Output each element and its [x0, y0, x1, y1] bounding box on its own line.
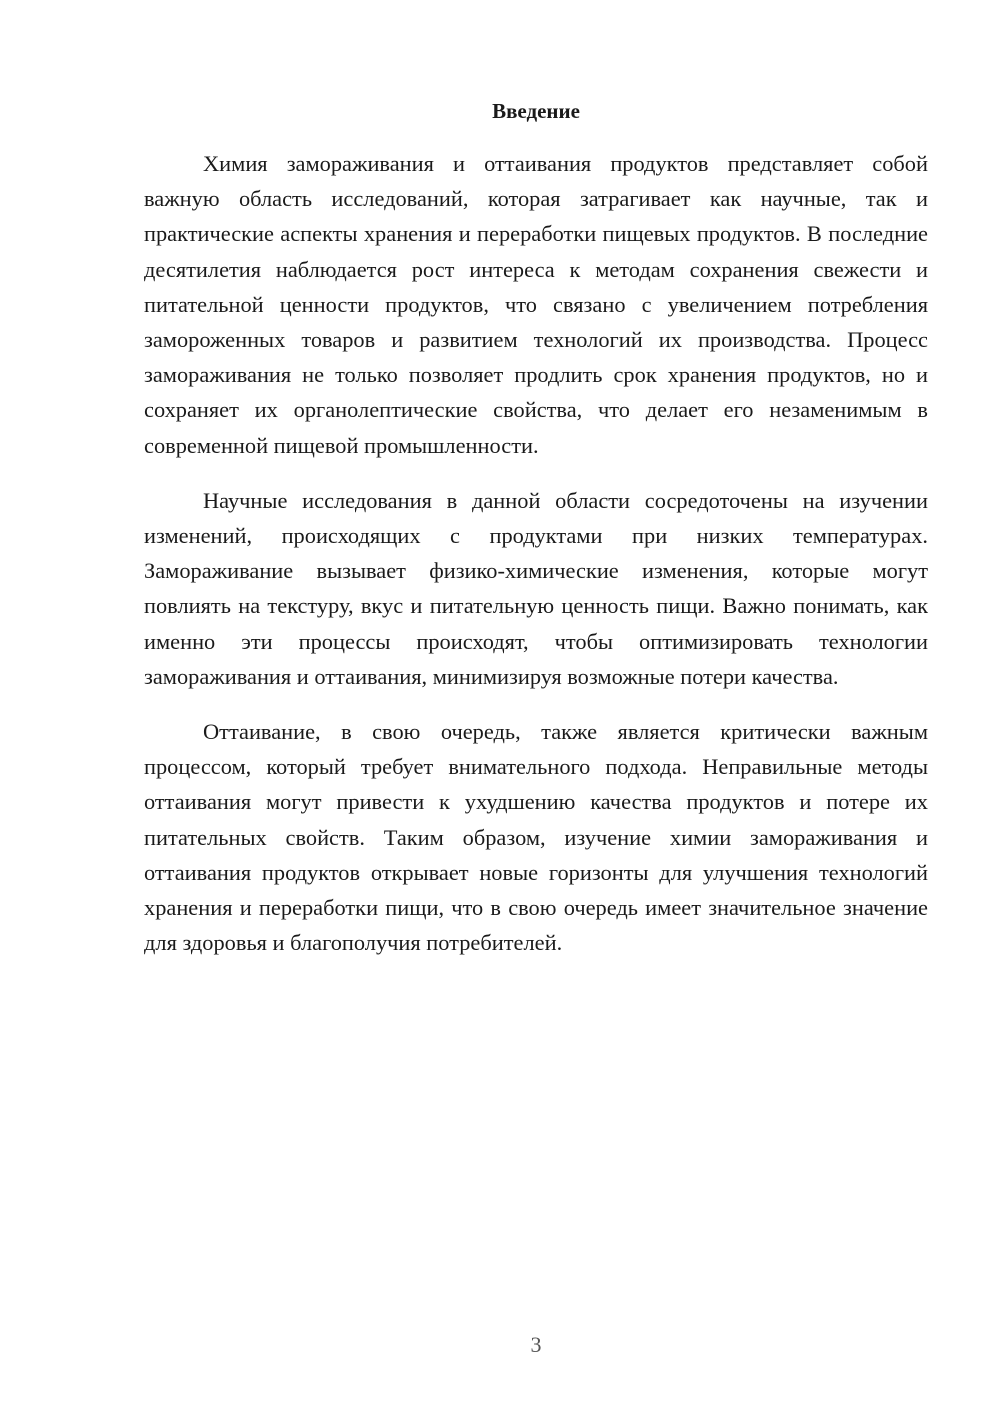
paragraph-1: Химия замораживания и оттаивания продуктов представляет собой важную область исследований, которая затрагивает как научные, так и практические аспекты хранения и переработки пищевых продуктов. В последние десятилетия наблюдается рост интереса к методам сохранения свежести и питательной ценности продуктов, что связано с увеличением потребления замороженных товаров и развитием технологий их производства. Процесс замораживания не только позволяет продлить срок хранения продуктов, но и сохраняет их органолептические свойства, что делает его незаменимым в современной пищевой промышленности. — [144, 151, 928, 458]
section-heading: Введение — [492, 99, 580, 123]
paragraph-2: Научные исследования в данной области сосредоточены на изучении изменений, происходящих с продуктами при низких температурах. Замораживание вызывает физико-химические изменения, которые могут повлиять на текстуру, вкус и питательную ценность пищи. Важно понимать, как именно эти процессы происходят, чтобы оптимизировать технологии замораживания и оттаивания, минимизируя возможные потери качества. — [144, 487, 928, 689]
page-content — [144, 92, 928, 980]
paragraph-3: Оттаивание, в свою очередь, также является критически важным процессом, который требует внимательного подхода. Неправильные методы оттаивания могут привести к ухудшению качества продуктов и потере их питательных свойств. Таким образом, изучение химии замораживания и оттаивания продуктов открывает новые горизонты для улучшения технологий хранения и переработки пищи, что в свою очередь имеет значительное значение для здоровья и благополучия потребителей. — [144, 719, 928, 956]
page-number: 3 — [530, 1332, 542, 1357]
